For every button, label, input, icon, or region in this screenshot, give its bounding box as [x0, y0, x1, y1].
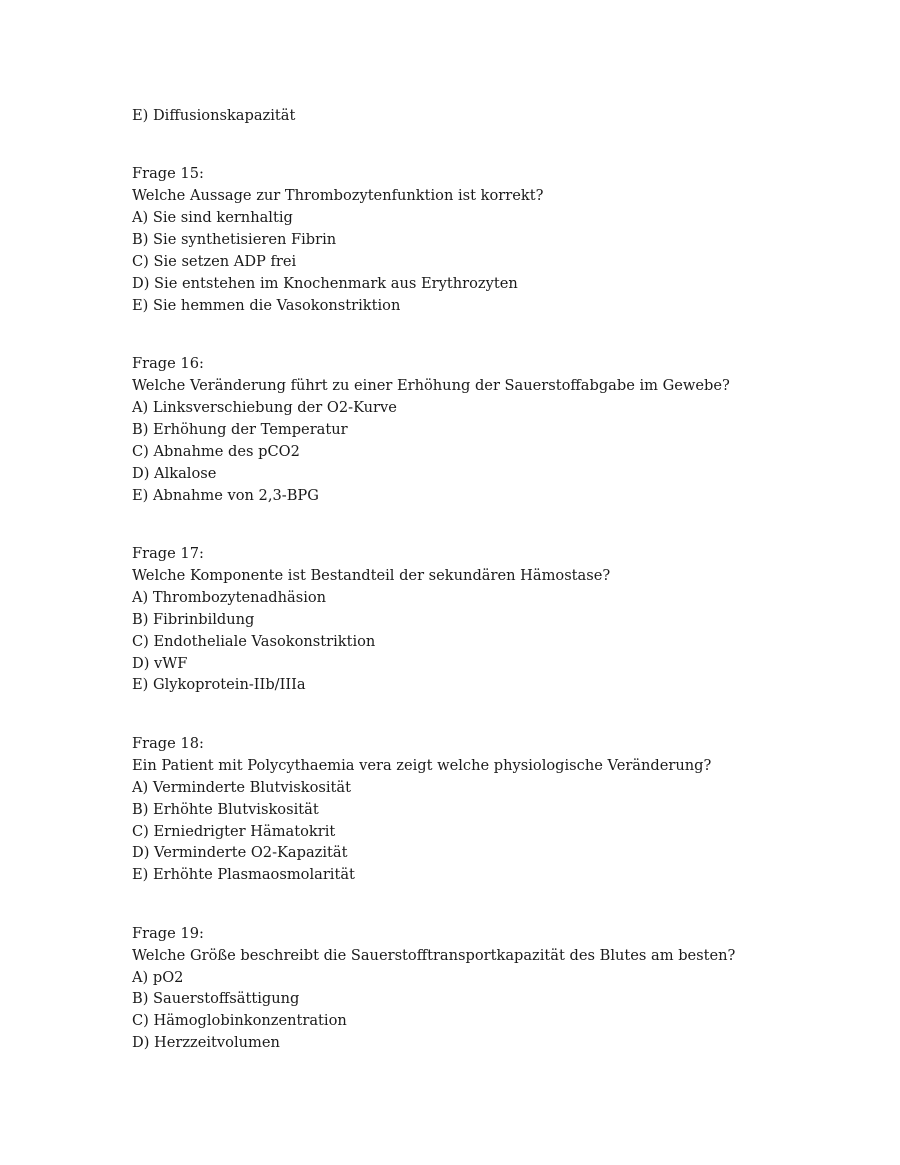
answer-option: C) Sie setzen ADP frei	[132, 253, 297, 271]
answer-option: B) Sie synthetisieren Fibrin	[132, 231, 337, 249]
question-text: Welche Komponente ist Bestandteil der sekundären Hämostase?	[132, 567, 611, 585]
question-text: Ein Patient mit Polycythaemia vera zeigt welche physiologische Veränderung?	[132, 756, 712, 774]
question-text: Welche Größe beschreibt die Sauerstofftransportkapazität des Blutes am besten?	[132, 946, 736, 964]
question-heading: Frage 16:	[132, 355, 204, 373]
answer-option: B) Fibrinbildung	[132, 610, 255, 628]
answer-option: C) Endotheliale Vasokonstriktion	[132, 632, 376, 650]
answer-option: B) Sauerstoffsättigung	[132, 990, 300, 1008]
question-15	[132, 163, 832, 316]
answer-option: A) Thrombozytenadhäsion	[132, 588, 327, 606]
question-17	[132, 543, 832, 696]
answer-option: D) Herzzeitvolumen	[132, 1034, 280, 1052]
answer-option: A) Linksverschiebung der O2-Kurve	[132, 399, 397, 417]
answer-option: D) Alkalose	[132, 464, 217, 482]
answer-option: D) vWF	[132, 654, 188, 672]
answer-option: C) Erniedrigter Hämatokrit	[132, 822, 336, 840]
question-19	[132, 923, 832, 1054]
question-16	[132, 353, 832, 506]
question-heading: Frage 15:	[132, 165, 204, 183]
answer-option: E) Abnahme von 2,3-BPG	[132, 486, 319, 504]
answer-option: A) Sie sind kernhaltig	[132, 209, 293, 227]
answer-option: B) Erhöhte Blutviskosität	[132, 800, 319, 818]
answer-option: E) Glykoprotein-IIb/IIIa	[132, 676, 306, 694]
answer-option: C) Hämoglobinkonzentration	[132, 1012, 347, 1030]
answer-option: D) Verminderte O2-Kapazität	[132, 844, 348, 862]
question-18	[132, 733, 832, 886]
question-heading: Frage 19:	[132, 924, 204, 942]
answer-option: A) Verminderte Blutviskosität	[132, 778, 351, 796]
leading-option: E) Diffusionskapazität	[132, 107, 296, 124]
answer-option: B) Erhöhung der Temperatur	[132, 420, 348, 438]
answer-option: A) pO2	[132, 968, 184, 986]
document-page	[132, 105, 832, 1054]
answer-option: C) Abnahme des pCO2	[132, 442, 300, 460]
question-text: Welche Aussage zur Thrombozytenfunktion ist korrekt?	[132, 187, 544, 205]
answer-option: E) Erhöhte Plasmaosmolarität	[132, 866, 355, 884]
question-heading: Frage 18:	[132, 734, 204, 752]
answer-option: E) Sie hemmen die Vasokonstriktion	[132, 296, 401, 314]
answer-option: D) Sie entstehen im Knochenmark aus Erythrozyten	[132, 274, 518, 292]
question-text: Welche Veränderung führt zu einer Erhöhung der Sauerstoffabgabe im Gewebe?	[132, 377, 730, 395]
question-heading: Frage 17:	[132, 545, 204, 563]
